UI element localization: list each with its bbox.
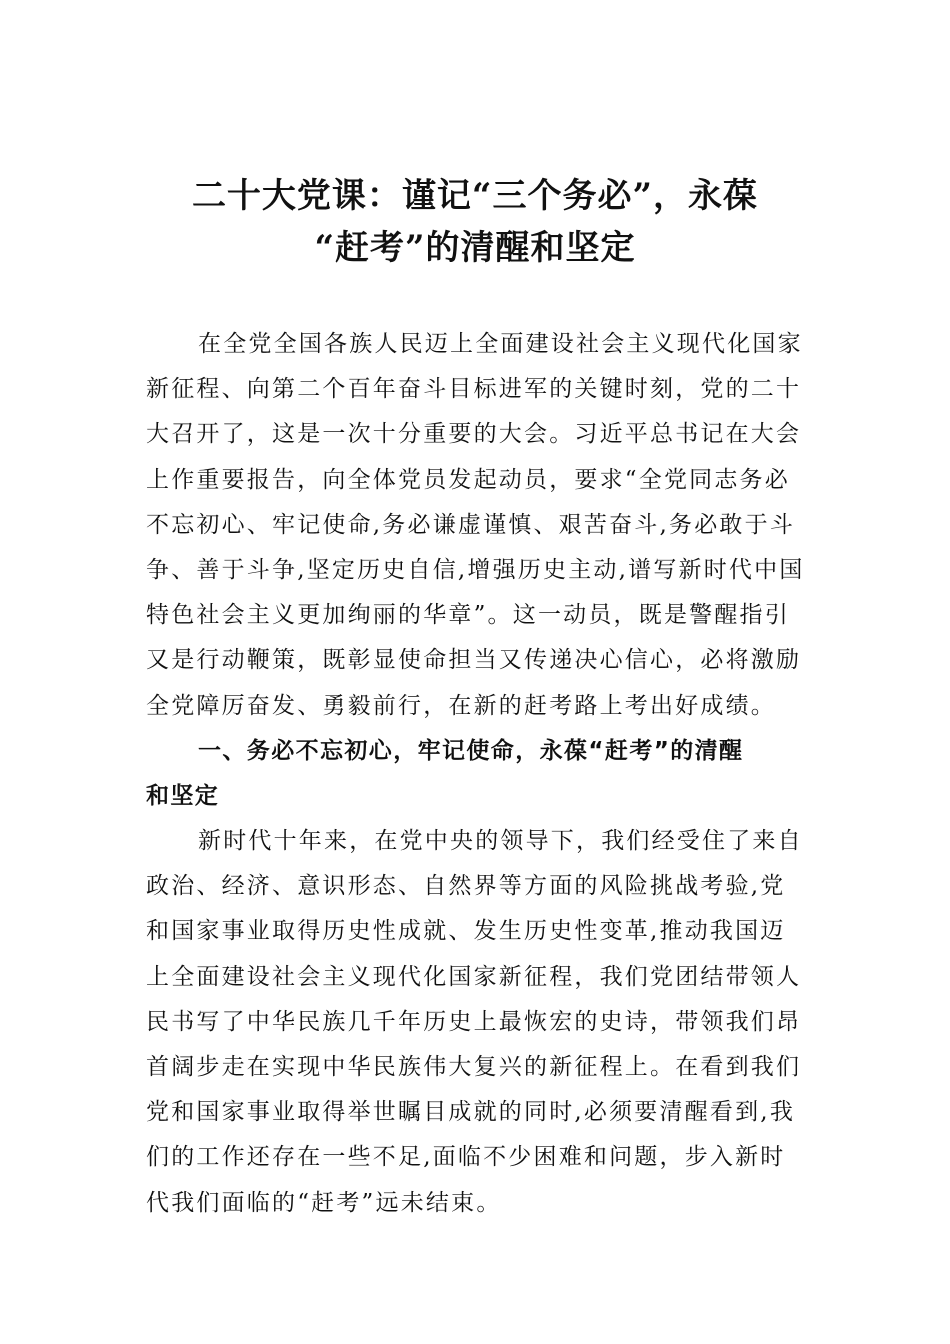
text-line: 在全党全国各族人民迈上全面建设社会主义现代化国家 (198, 331, 803, 357)
text-line: 和国家事业取得历史性成就、发生历史性变革,推动我国迈 (146, 918, 786, 945)
document-body (146, 322, 810, 1226)
text-line: 政治、经济、意识形态、自然界等方面的风险挑战考验,党 (146, 873, 786, 900)
text-line: 新时代十年来，在党中央的领导下，我们经受住了来自 (198, 828, 803, 855)
text-line: 民书写了中华民族几千年历史上最恢宏的史诗，带领我们昂 (146, 1008, 802, 1035)
text-line: 首阔步走在实现中华民族伟大复兴的新征程上。在看到我们 (146, 1054, 802, 1080)
document-title (150, 170, 800, 274)
title-line: 二十大党课：谨记“三个务必”，永葆 (191, 176, 759, 216)
text-line: 上作重要报告，向全体党员发起动员，要求“全党同志务必 (146, 466, 790, 493)
paragraph-intro (146, 322, 810, 729)
title-line: “赶考”的清醒和坚定 (314, 228, 636, 268)
text-line: 特色社会主义更加绚丽的华章”。这一动员，既是警醒指引 (146, 602, 790, 629)
text-line: 们的工作还存在一些不足,面临不少困难和问题，步入新时 (146, 1144, 786, 1171)
text-line: 又是行动鞭策，既彰显使命担当又传递决心信心，必将激励 (146, 647, 802, 674)
heading-line: 和坚定 (146, 782, 220, 809)
text-line: 争、善于斗争,坚定历史自信,增强历史主动,谱写新时代中国 (146, 556, 805, 583)
paragraph-section-1 (146, 819, 810, 1226)
text-line: 全党障厉奋发、勇毅前行，在新的赶考路上考出好成绩。 (146, 692, 776, 719)
text-line: 大召开了，这是一次十分重要的大会。习近平总书记在大会 (146, 421, 802, 448)
text-line: 上全面建设社会主义现代化国家新征程，我们党团结带领人 (146, 963, 802, 990)
text-line: 代我们面临的“赶考”远未结束。 (146, 1189, 502, 1216)
section-heading-1 (146, 729, 810, 819)
text-line: 新征程、向第二个百年奋斗目标进军的关键时刻，党的二十 (146, 376, 802, 403)
text-line: 不忘初心、牢记使命,务必谦虚谨慎、艰苦奋斗,务必敢于斗 (146, 511, 796, 538)
heading-line: 一、务必不忘初心，牢记使命，永葆“赶考”的清醒 (198, 737, 744, 764)
text-line: 党和国家事业取得举世瞩目成就的同时,必须要清醒看到,我 (146, 1099, 796, 1126)
